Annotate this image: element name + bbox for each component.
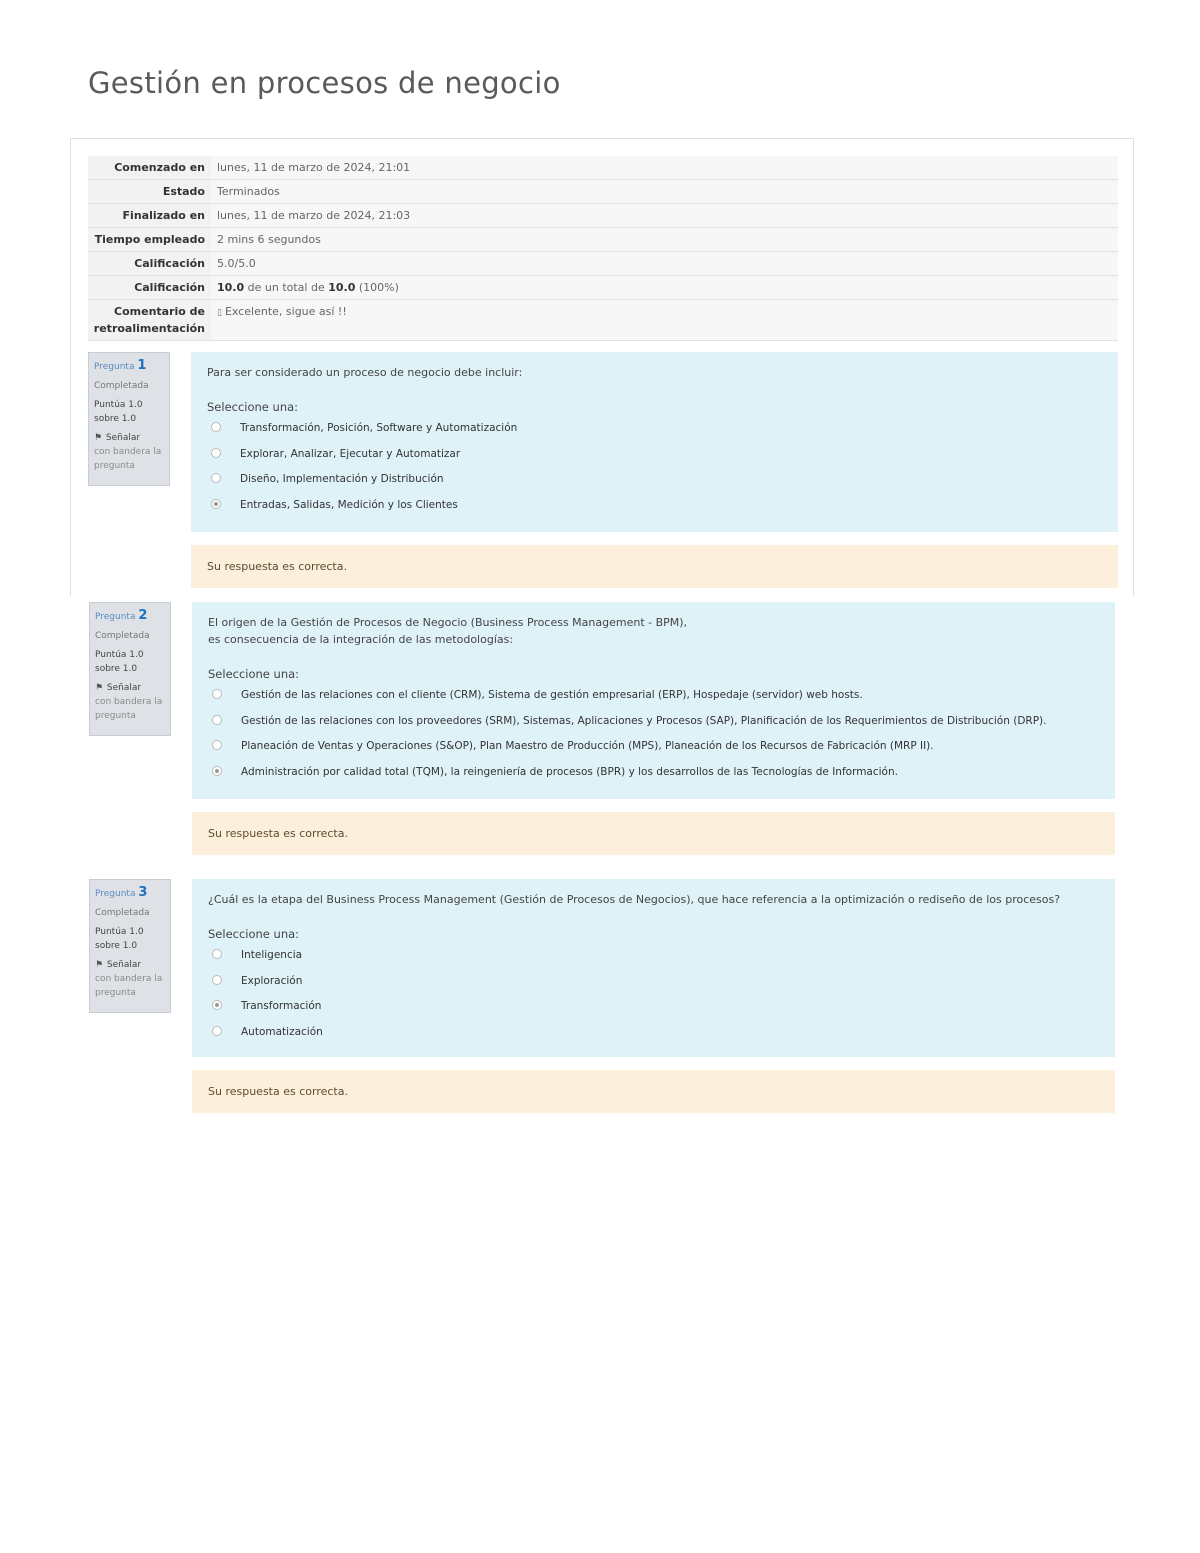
- summary-label: Comentario de retroalimentación: [88, 300, 211, 341]
- answer-option[interactable]: Explorar, Analizar, Ejecutar y Automatizar: [207, 446, 1102, 472]
- question-content-3: [192, 879, 1115, 1057]
- summary-label: Finalizado en: [88, 204, 211, 228]
- summary-value: [211, 276, 1118, 300]
- radio-button[interactable]: [212, 949, 222, 959]
- summary-label: Estado: [88, 180, 211, 204]
- flag-icon: ⚑: [95, 960, 104, 970]
- select-label: Seleccione una:: [208, 667, 300, 681]
- summary-label: Comenzado en: [88, 156, 211, 180]
- question-feedback-2: Su respuesta es correcta.: [192, 812, 1115, 855]
- answer-option[interactable]: Planeación de Ventas y Operaciones (S&OP), Plan Maestro de Producción (MPS), Planeación de los Recursos de Fabricación (MRP II).: [208, 738, 1099, 764]
- answer-option[interactable]: Automatización: [208, 1024, 1099, 1050]
- summary-row-grade: [88, 276, 1118, 300]
- answer-option-selected[interactable]: Administración por calidad total (TQM), la reingeniería de procesos (BPR) y los desarrollos de las Tecnologías de Información.: [208, 764, 1099, 790]
- answer-option[interactable]: Gestión de las relaciones con el cliente (CRM), Sistema de gestión empresarial (ERP), Hospedaje (servidor) web hosts.: [208, 687, 1099, 713]
- summary-row-state: [88, 180, 1118, 204]
- summary-row-finished: [88, 204, 1118, 228]
- radio-button-checked[interactable]: [211, 499, 221, 509]
- feedback-comment: Excelente, sigue así !!: [224, 305, 347, 318]
- flag-icon: ⚑: [94, 433, 103, 443]
- summary-row-started: [88, 156, 1118, 180]
- summary-row-time: [88, 228, 1118, 252]
- question-state: Completada: [94, 381, 149, 391]
- question-content-1: [191, 352, 1118, 532]
- summary-value: [211, 300, 1118, 341]
- question-feedback-1: Su respuesta es correcta.: [191, 545, 1118, 588]
- answer-option[interactable]: Transformación, Posición, Software y Automatización: [207, 420, 1102, 446]
- radio-button-checked[interactable]: [212, 1000, 222, 1010]
- flag-icon: ⚑: [95, 683, 104, 693]
- answer-option[interactable]: Exploración: [208, 973, 1099, 999]
- grade-percent: (100%): [355, 281, 399, 294]
- radio-button[interactable]: [211, 473, 221, 483]
- question-info-2: [89, 602, 171, 736]
- grade-value: 10.0: [217, 281, 245, 294]
- question-text: ¿Cuál es la etapa del Business Process Management (Gestión de Procesos de Negocios), que hace referencia a la optimización o rediseño de los procesos?: [208, 893, 1061, 906]
- question-info-3: [89, 879, 171, 1013]
- summary-row-marks: [88, 252, 1118, 276]
- question-state: Completada: [95, 908, 150, 918]
- summary-value: 5.0/5.0: [211, 252, 1118, 276]
- summary-label: Tiempo empleado: [88, 228, 211, 252]
- summary-row-feedback: [88, 300, 1118, 341]
- select-label: Seleccione una:: [208, 927, 300, 941]
- radio-button[interactable]: [212, 689, 222, 699]
- radio-button[interactable]: [211, 448, 221, 458]
- flag-question-button[interactable]: ⚑ Señalar con bandera la pregunta: [95, 683, 163, 721]
- radio-button[interactable]: [212, 740, 222, 750]
- summary-value: lunes, 11 de marzo de 2024, 21:03: [211, 204, 1118, 228]
- radio-button[interactable]: [212, 715, 222, 725]
- question-text: El origen de la Gestión de Procesos de Negocio (Business Process Management - BPM), es consecuencia de la integración de las metodologías:: [208, 616, 688, 646]
- radio-button[interactable]: [212, 1026, 222, 1036]
- answer-option-selected[interactable]: Entradas, Salidas, Medición y los Clientes: [207, 497, 1102, 523]
- grade-total: 10.0: [328, 281, 356, 294]
- page-title: Gestión en procesos de negocio: [88, 66, 561, 100]
- question-number: 3: [138, 885, 148, 900]
- answer-option-selected[interactable]: Transformación: [208, 998, 1099, 1024]
- radio-button-checked[interactable]: [212, 766, 222, 776]
- question-grade: Puntúa 1.0 sobre 1.0: [95, 927, 144, 951]
- summary-label: Calificación: [88, 252, 211, 276]
- grade-mid: de un total de: [244, 281, 329, 294]
- comment-icon: ▯: [217, 308, 222, 318]
- question-content-2: [192, 602, 1115, 799]
- question-text: Para ser considerado un proceso de negocio debe incluir:: [207, 366, 523, 379]
- question-grade: Puntúa 1.0 sobre 1.0: [94, 400, 143, 424]
- answer-option[interactable]: Gestión de las relaciones con los proveedores (SRM), Sistemas, Aplicaciones y Procesos (SAP), Planificación de los Requerimientos de Distribución (DRP).: [208, 713, 1099, 739]
- question-grade: Puntúa 1.0 sobre 1.0: [95, 650, 144, 674]
- question-label: Pregunta: [95, 612, 136, 622]
- question-state: Completada: [95, 631, 150, 641]
- answer-option[interactable]: Inteligencia: [208, 947, 1099, 973]
- summary-value: 2 mins 6 segundos: [211, 228, 1118, 252]
- summary-value: lunes, 11 de marzo de 2024, 21:01: [211, 156, 1118, 180]
- question-label: Pregunta: [94, 362, 135, 372]
- question-number: 1: [137, 358, 147, 373]
- attempt-summary-table: [88, 156, 1118, 341]
- radio-button[interactable]: [211, 422, 221, 432]
- summary-value: Terminados: [211, 180, 1118, 204]
- answer-option[interactable]: Diseño, Implementación y Distribución: [207, 471, 1102, 497]
- flag-question-button[interactable]: ⚑ Señalar con bandera la pregunta: [95, 960, 163, 998]
- select-label: Seleccione una:: [207, 400, 299, 414]
- flag-question-button[interactable]: ⚑ Señalar con bandera la pregunta: [94, 433, 162, 471]
- question-label: Pregunta: [95, 889, 136, 899]
- summary-label: Calificación: [88, 276, 211, 300]
- question-number: 2: [138, 608, 148, 623]
- radio-button[interactable]: [212, 975, 222, 985]
- question-info-1: [88, 352, 170, 486]
- question-feedback-3: Su respuesta es correcta.: [192, 1070, 1115, 1113]
